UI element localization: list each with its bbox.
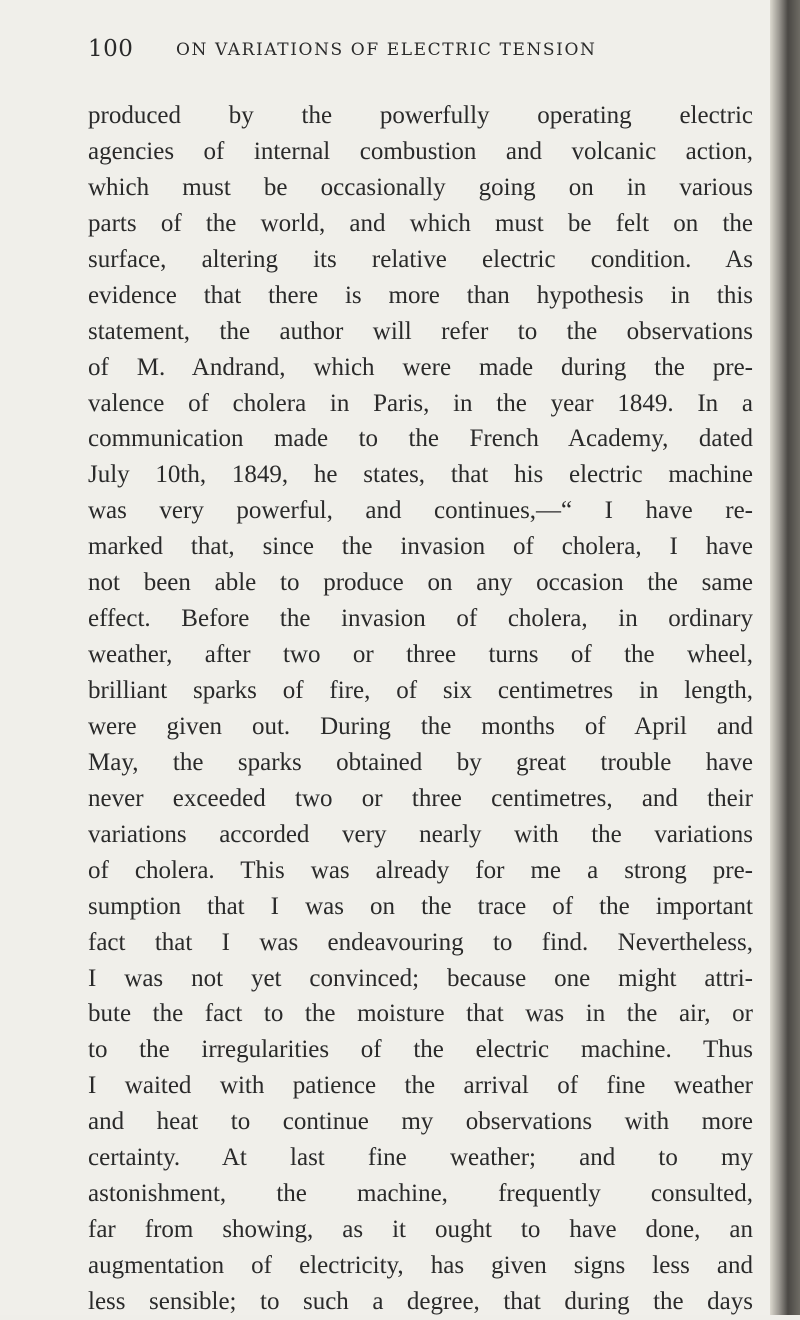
text-line: I was not yet convinced; because one might attri- bbox=[88, 964, 753, 992]
text-line: far from showing, as it ought to have done, an bbox=[88, 1216, 753, 1244]
text-line: sumption that I was on the trace of the important bbox=[88, 892, 753, 920]
text-line: brilliant sparks of fire, of six centimetres in length, bbox=[88, 677, 753, 704]
running-head bbox=[88, 36, 748, 66]
text-line: were given out. During the months of April and bbox=[88, 712, 753, 740]
text-line: effect. Before the invasion of cholera, in ordinary bbox=[88, 605, 753, 633]
text-line: was very powerful, and continues,—“ I have re- bbox=[88, 497, 753, 525]
text-line: certainty. At last fine weather; and to my bbox=[88, 1144, 753, 1172]
text-line: statement, the author will refer to the observations bbox=[88, 317, 753, 345]
text-line: never exceeded two or three centimetres, and their bbox=[88, 784, 753, 812]
text-line: of M. Andrand, which were made during the pre- bbox=[88, 353, 753, 381]
body-text bbox=[88, 98, 753, 1320]
text-line: agencies of internal combustion and volcanic action, bbox=[88, 137, 753, 165]
text-line: not been able to produce on any occasion the same bbox=[88, 569, 753, 597]
text-line: parts of the world, and which must be felt on the bbox=[88, 209, 753, 237]
text-line: of cholera. This was already for me a strong pre- bbox=[88, 856, 753, 884]
text-line: to the irregularities of the electric machine. Thus bbox=[88, 1036, 753, 1064]
text-line: bute the fact to the moisture that was in the air, or bbox=[88, 1000, 753, 1028]
text-line: augmentation of electricity, has given signs less and bbox=[88, 1252, 753, 1279]
text-line: valence of cholera in Paris, in the year 1849. In a bbox=[88, 389, 753, 417]
text-line: which must be occasionally going on in various bbox=[88, 173, 753, 201]
text-line: marked that, since the invasion of cholera, I have bbox=[88, 533, 753, 561]
text-line: less sensible; to such a degree, that during the days bbox=[88, 1287, 753, 1315]
text-line: evidence that there is more than hypothesis in this bbox=[88, 281, 753, 309]
text-line: July 10th, 1849, he states, that his electric machine bbox=[88, 461, 753, 489]
text-line: I waited with patience the arrival of fine weather bbox=[88, 1072, 753, 1100]
text-line: and heat to continue my observations with more bbox=[88, 1108, 753, 1136]
running-title: ON VARIATIONS OF ELECTRIC TENSION bbox=[176, 40, 597, 60]
page-number: 100 bbox=[88, 36, 134, 62]
text-line: astonishment, the machine, frequently consulted, bbox=[88, 1180, 753, 1208]
text-line: May, the sparks obtained by great trouble have bbox=[88, 748, 753, 776]
text-line: produced by the powerfully operating electric bbox=[88, 102, 753, 129]
text-line: variations accorded very nearly with the variations bbox=[88, 820, 753, 848]
text-line: communication made to the French Academy, dated bbox=[88, 425, 753, 453]
text-line: surface, altering its relative electric condition. As bbox=[88, 245, 753, 273]
text-line: fact that I was endeavouring to find. Nevertheless, bbox=[88, 928, 753, 956]
text-line: weather, after two or three turns of the wheel, bbox=[88, 641, 753, 669]
page-edge-shadow bbox=[770, 0, 800, 1315]
